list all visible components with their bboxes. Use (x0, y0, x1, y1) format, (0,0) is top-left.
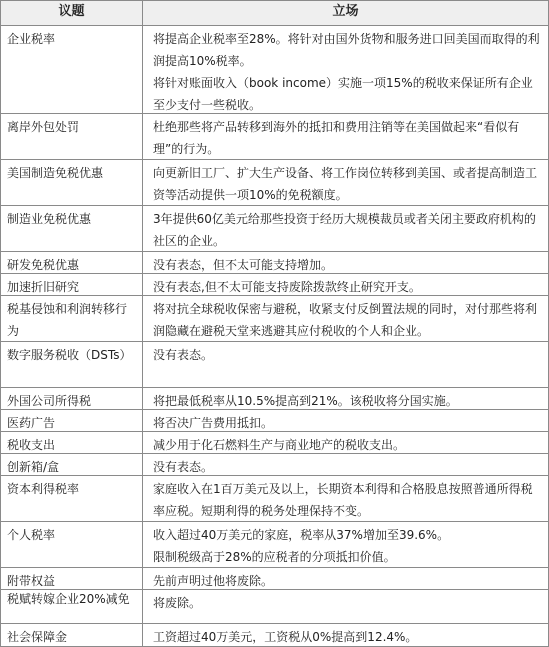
position-line: 减少用于化石燃料生产与商业地产的税收支出。 (153, 438, 406, 452)
table-row (0, 410, 549, 432)
row-topic: 医药广告 (0, 410, 142, 431)
row-position (142, 388, 549, 409)
table-row (0, 454, 549, 476)
position-line: 将否决广告费用抵扣。 (153, 416, 274, 430)
position-line: 向更新旧工厂、扩大生产设备、将工作岗位转移到美国、或者提高制造工资等活动提供一项10%的免税额度。 (153, 166, 538, 202)
row-position (142, 206, 549, 251)
position-line: 工资超过40万美元，工资税从0%提高到12.4%。 (153, 630, 418, 644)
position-line: 限制税级高于28%的应税者的分项抵扣价值。 (153, 550, 396, 564)
table-row (0, 568, 549, 590)
row-topic: 个人税率 (0, 522, 142, 567)
row-position (142, 114, 549, 159)
row-position (142, 590, 549, 623)
row-topic: 资本利得税率 (0, 476, 142, 521)
table-row (0, 522, 549, 568)
position-line: 先前声明过他将废除。 (153, 574, 274, 588)
position-line: 将提高企业税率至28%。将针对由国外货物和服务进口回美国而取得的利润提高10%税率。 (153, 32, 540, 68)
row-position (142, 432, 549, 453)
table-row (0, 296, 549, 342)
table-row (0, 388, 549, 410)
row-position (142, 160, 549, 205)
position-line: 将废除。 (153, 596, 202, 610)
row-topic: 税收支出 (0, 432, 142, 453)
row-topic: 附带权益 (0, 568, 142, 589)
row-position (142, 624, 549, 646)
row-position (142, 274, 549, 295)
row-topic: 外国公司所得税 (0, 388, 142, 409)
row-topic: 研发免税优惠 (0, 252, 142, 273)
position-line: 收入超过40万美元的家庭，税率从37%增加至39.6%。 (153, 528, 450, 542)
table-row (0, 114, 549, 160)
row-position (142, 252, 549, 273)
table-row (0, 26, 549, 114)
header-position: 立场 (142, 1, 549, 25)
position-line: 3年提供60亿美元给那些投资于经历大规模裁员或者关闭主要政府机构的社区的企业。 (153, 212, 536, 248)
position-line: 将针对账面收入（book income）实施一项15%的税收来保证所有企业至少支付一些税收。 (153, 76, 533, 112)
row-topic: 数字服务税收（DSTs） (0, 342, 142, 387)
table-row (0, 624, 549, 647)
row-topic: 税赋转嫁企业20%减免 (0, 590, 142, 623)
position-line: 没有表态。 (153, 460, 214, 474)
position-line: 没有表态，但不太可能支持增加。 (153, 258, 334, 272)
table-row (0, 342, 549, 388)
row-topic: 制造业免税优惠 (0, 206, 142, 251)
row-topic: 创新箱/盒 (0, 454, 142, 475)
row-topic: 美国制造免税优惠 (0, 160, 142, 205)
row-position (142, 26, 549, 113)
table-row (0, 590, 549, 624)
row-position (142, 296, 549, 341)
table-row (0, 432, 549, 454)
row-position (142, 454, 549, 475)
table-row (0, 274, 549, 296)
position-line: 家庭收入在1百万美元及以上，长期资本利得和合格股息按照普通所得税率应税。短期利得的税务处理保持不变。 (153, 482, 533, 518)
row-topic: 离岸外包处罚 (0, 114, 142, 159)
row-topic: 企业税率 (0, 26, 142, 113)
table-row (0, 252, 549, 274)
position-line: 没有表态。 (153, 348, 214, 362)
row-position (142, 476, 549, 521)
position-line: 将把最低税率从10.5%提高到21%。该税收将分国实施。 (153, 394, 458, 408)
row-position (142, 342, 549, 387)
row-topic: 社会保障金 (0, 624, 142, 646)
header-topic: 议题 (0, 1, 142, 25)
table-row (0, 206, 549, 252)
row-position (142, 410, 549, 431)
position-line: 杜绝那些将产品转移到海外的抵扣和费用注销等在美国做起来“看似有理”的行为。 (153, 120, 520, 156)
row-position (142, 568, 549, 589)
row-position (142, 522, 549, 567)
table-row (0, 476, 549, 522)
row-topic: 税基侵蚀和利润转移行为 (0, 296, 142, 341)
table-row (0, 160, 549, 206)
table-header (0, 0, 549, 26)
position-line: 将对抗全球税收保密与避税，收紧支付反倒置法规的同时，对付那些将利润隐藏在避税天堂来逃避其应付税收的个人和企业。 (153, 302, 538, 338)
position-line: 没有表态,但不太可能支持废除拨款终止研究开支。 (153, 280, 421, 294)
row-topic: 加速折旧研究 (0, 274, 142, 295)
